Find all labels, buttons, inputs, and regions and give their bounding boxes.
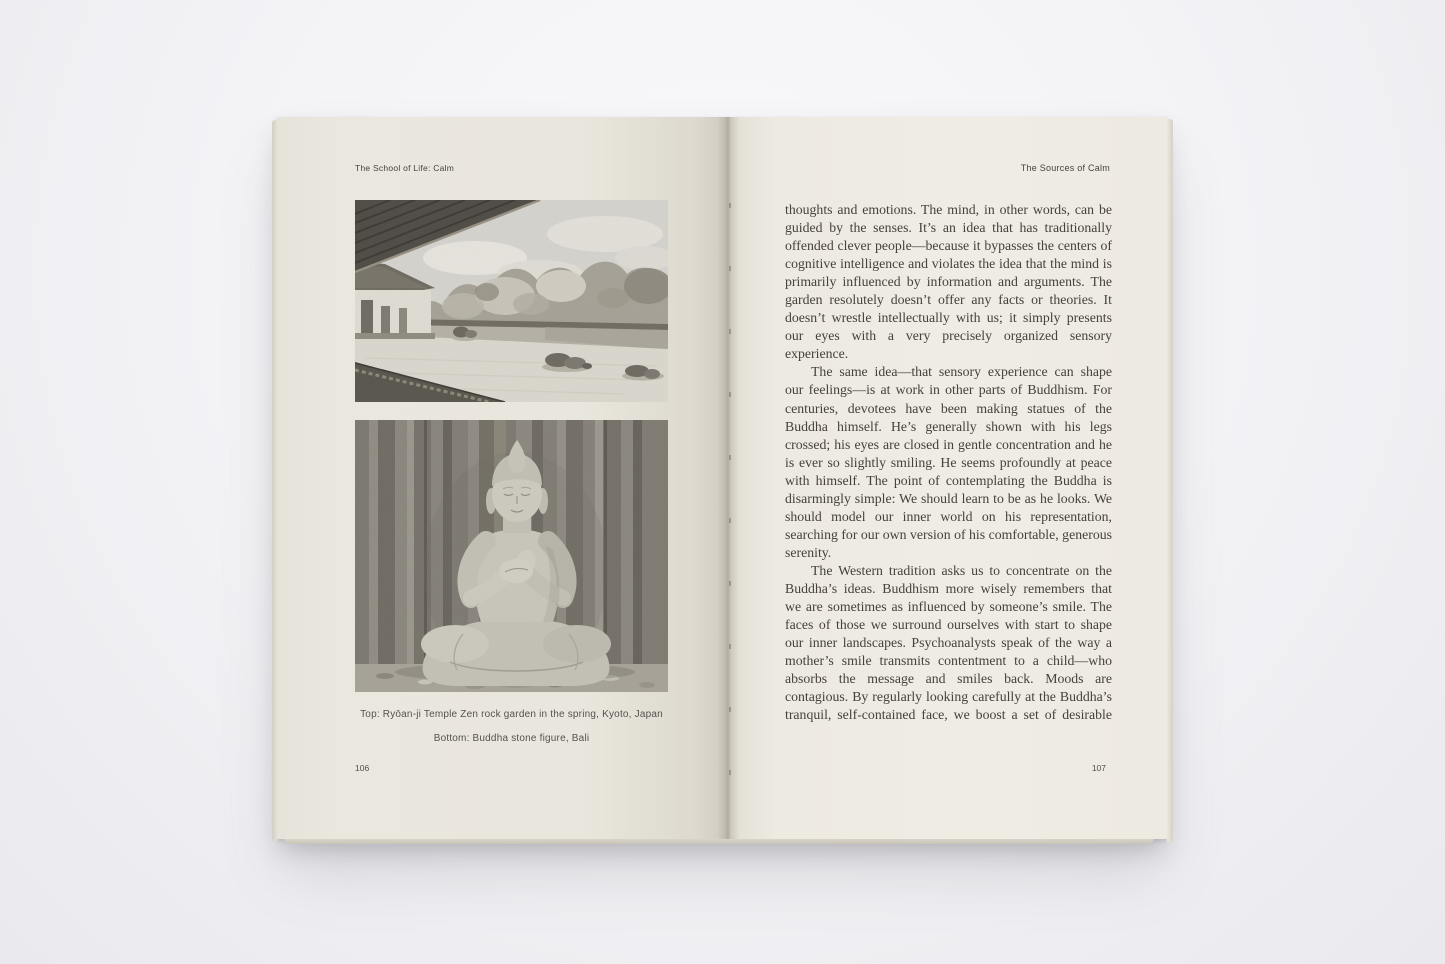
paragraph: thoughts and emotions. The mind, in other words, can be guided by the senses. It’s an idea that has traditionally offended clever people—because it bypasses the centers of cognitive intelligence and violates the idea that the mind is primarily influenced by information and arguments. The garden resolutely doesn’t offer any facts or theories. It doesn’t wrestle intellectually with us; it simply presents our eyes with a very precisely organized sensory experience. (785, 202, 1112, 362)
right-page (727, 117, 1168, 839)
zen-rock-garden-photo (355, 200, 668, 402)
right-running-header: The Sources of Calm (1020, 163, 1110, 173)
caption-bottom: Bottom: Buddha stone figure, Bali (433, 733, 590, 744)
paragraph: The same idea—that sensory experience can shape our feelings—is at work in other parts of Buddhism. For centuries, devotees have been making statues of the Buddha himself. He’s generally shown with his legs crossed; his eyes are closed in gentle concentration and he is ever so slightly smiling. He seems profoundly at peace with himself. The point of contemplating the Buddha is disarmingly simple: We should learn to be as he looks. We should model our inner world on his representation, searching for our own version of his comfortable, generous serenity. (785, 364, 1112, 560)
caption-top: Top: Ryōan-ji Temple Zen rock garden in the spring, Kyoto, Japan (360, 709, 663, 720)
body-text (785, 201, 1112, 724)
book-spread (276, 117, 1168, 839)
buddha-statue-photo (355, 420, 668, 692)
left-page-number: 106 (355, 763, 370, 773)
right-page-number: 107 (1091, 763, 1106, 773)
left-page (276, 117, 727, 839)
paragraph: The Western tradition asks us to concentrate on the Buddha’s ideas. Buddhism more wisely remembers that we are sometimes as influenced by someone’s smile. The faces of those we surround ourselves with start to shape our inner landscapes. Psychoanalysts speak of the way a mother’s smile transmits contentment to a child—who absorbs the message and smiles back. Moods are contagious. By regularly looking carefully at the Buddha’s tranquil, self-contained face, we boost a set of desirable (785, 562, 1112, 723)
left-running-header: The School of Life: Calm (355, 163, 455, 173)
figure-captions (355, 703, 668, 751)
